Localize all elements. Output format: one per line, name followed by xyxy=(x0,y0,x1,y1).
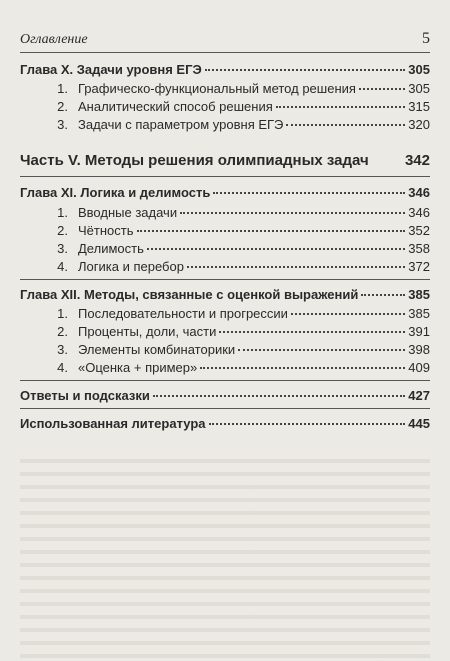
page-number: 385 xyxy=(408,306,430,321)
section-title: Использованная литература xyxy=(20,416,206,431)
leader-dots xyxy=(238,349,405,351)
part-5-entry[interactable] xyxy=(20,152,430,169)
toc-entry[interactable] xyxy=(20,99,430,115)
toc-entry[interactable] xyxy=(20,259,430,275)
toc-entry[interactable] xyxy=(20,117,430,133)
entry-number: 1. xyxy=(57,81,68,96)
page-number: 409 xyxy=(408,360,430,375)
leader-dots xyxy=(187,266,405,268)
entry-number: 2. xyxy=(57,99,68,114)
page-number: 305 xyxy=(408,81,430,96)
entry-title: Графическо-функциональный метод решения xyxy=(78,81,356,96)
entry-number: 1. xyxy=(57,205,68,220)
section-title: Ответы и подсказки xyxy=(20,388,150,403)
leader-dots xyxy=(209,423,406,425)
leader-dots xyxy=(180,212,405,214)
page-number: 385 xyxy=(408,287,430,302)
chapter-title: Глава XII. Методы, связанные с оценкой выражений xyxy=(20,287,359,302)
toc-entry[interactable] xyxy=(20,360,430,376)
leader-dots xyxy=(200,367,405,369)
leader-dots xyxy=(205,69,406,71)
running-head xyxy=(20,30,430,53)
entry-number: 3. xyxy=(57,342,68,357)
entry-title: Проценты, доли, части xyxy=(78,324,217,339)
leader-dots xyxy=(153,395,405,397)
page-number: 320 xyxy=(408,117,430,132)
entry-number: 1. xyxy=(57,306,68,321)
toc-entry[interactable] xyxy=(20,306,430,322)
toc-entry[interactable] xyxy=(20,205,430,221)
divider xyxy=(20,176,430,177)
entry-title: Вводные задачи xyxy=(78,205,178,220)
chapter-11-entry[interactable] xyxy=(20,185,430,201)
page-number: 342 xyxy=(404,152,430,169)
toc-entry[interactable] xyxy=(20,342,430,358)
leader-dots xyxy=(137,230,406,232)
page-number: 358 xyxy=(408,241,430,256)
toc-entry[interactable] xyxy=(20,223,430,239)
page-number: 427 xyxy=(408,388,430,403)
leader-dots xyxy=(359,88,405,90)
chapter-title: Глава XI. Логика и делимость xyxy=(20,185,211,200)
leader-dots xyxy=(291,313,405,315)
entry-title: Аналитический способ решения xyxy=(78,99,273,114)
divider xyxy=(20,408,430,409)
part-title: Часть V. Методы решения олимпиадных задач xyxy=(20,152,369,169)
page-number: 391 xyxy=(408,324,430,339)
chapter-12-entry[interactable] xyxy=(20,287,430,303)
entry-number: 3. xyxy=(57,117,68,132)
leader-dots xyxy=(286,124,405,126)
entry-title: Задачи с параметром уровня ЕГЭ xyxy=(78,117,284,132)
entry-title: Делимость xyxy=(78,241,144,256)
chapter-title: Глава X. Задачи уровня ЕГЭ xyxy=(20,62,202,77)
entry-number: 4. xyxy=(57,259,68,274)
entry-title: Логика и перебор xyxy=(78,259,184,274)
answers-entry[interactable] xyxy=(20,388,430,404)
running-head-page-number: 5 xyxy=(422,30,430,47)
toc-entry[interactable] xyxy=(20,241,430,257)
entry-number: 2. xyxy=(57,223,68,238)
page-number: 315 xyxy=(408,99,430,114)
toc-entry[interactable] xyxy=(20,324,430,340)
chapter-10-entry[interactable] xyxy=(20,62,430,78)
page-number: 352 xyxy=(408,223,430,238)
entry-title: Элементы комбинаторики xyxy=(78,342,236,357)
page-number: 305 xyxy=(408,62,430,77)
bleed-through-text xyxy=(20,450,430,661)
leader-dots xyxy=(147,248,405,250)
page-number: 372 xyxy=(408,259,430,274)
page-number: 398 xyxy=(408,342,430,357)
toc-entry[interactable] xyxy=(20,81,430,97)
entry-title: Чётность xyxy=(78,223,134,238)
entry-title: Последовательности и прогрессии xyxy=(78,306,288,321)
entry-title: «Оценка + пример» xyxy=(78,360,198,375)
leader-dots xyxy=(276,106,406,108)
page-number: 346 xyxy=(408,205,430,220)
entry-number: 3. xyxy=(57,241,68,256)
leader-dots xyxy=(213,192,405,194)
literature-entry[interactable] xyxy=(20,416,430,432)
leader-dots xyxy=(361,294,405,296)
entry-number: 2. xyxy=(57,324,68,339)
divider xyxy=(20,279,430,280)
entry-number: 4. xyxy=(57,360,68,375)
running-head-title: Оглавление xyxy=(20,32,88,47)
divider xyxy=(20,380,430,381)
page-number: 445 xyxy=(408,416,430,431)
page-number: 346 xyxy=(408,185,430,200)
leader-dots xyxy=(219,331,405,333)
